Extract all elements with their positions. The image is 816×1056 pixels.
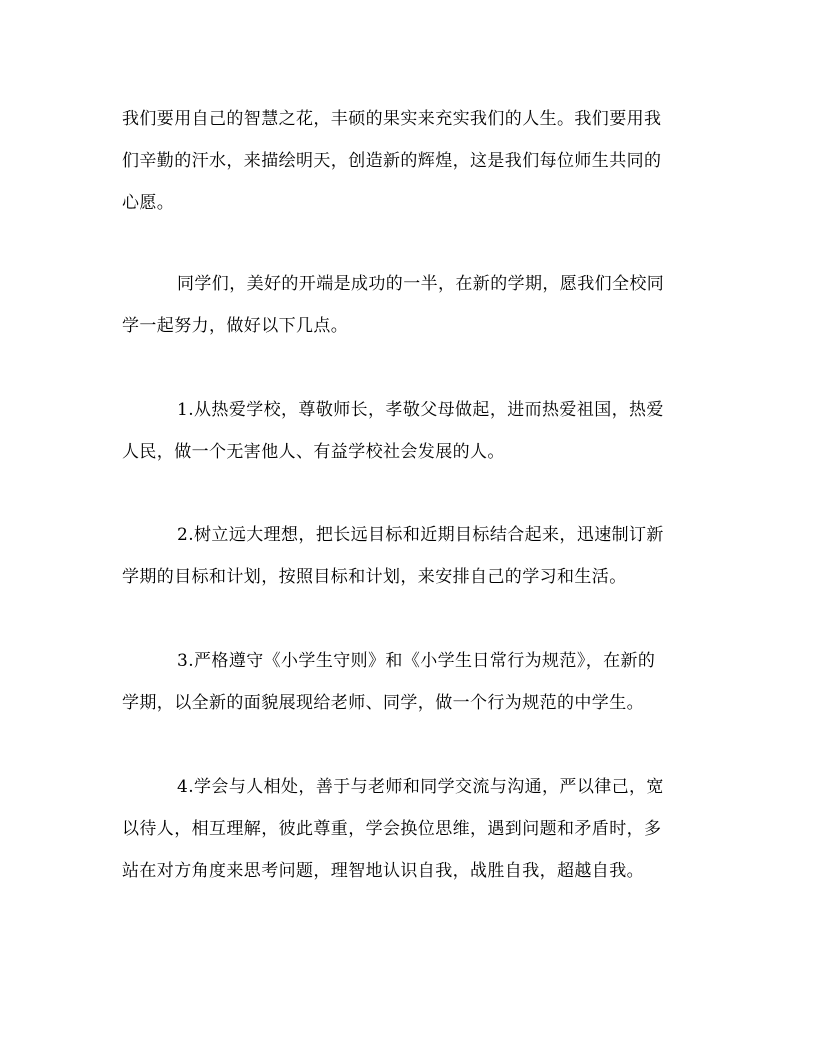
paragraph-line: 2.树立远大理想，把长远目标和近期目标结合起来，迅速制订新 [177,525,664,545]
paragraph-line: 4.学会与人相处，善于与老师和同学交流与沟通，严以律己，宽 [177,777,664,797]
paragraph-vision [122,98,694,224]
paragraph-line: 心愿。 [122,193,175,213]
paragraph-line: 学一起努力，做好以下几点。 [122,316,349,336]
paragraph-line: 我们要用自己的智慧之花，丰硕的果实来充实我们的人生。我们要用我 [122,109,662,129]
list-item-2 [122,514,694,598]
list-item-1 [122,389,694,473]
paragraph-line: 同学们，美好的开端是成功的一半，在新的学期，愿我们全校同 [177,274,665,294]
list-item-3 [122,640,694,724]
paragraph-line: 站在对方角度来思考问题，理智地认识自我，战胜自我，超越自我。 [122,861,644,881]
paragraph-line: 以待人，相互理解，彼此尊重，学会换位思维，遇到问题和矛盾时，多 [122,819,662,839]
paragraph-line: 人民，做一个无害他人、有益学校社会发展的人。 [122,442,505,462]
list-item-4 [122,766,694,892]
paragraph-line: 学期，以全新的面貌展现给老师、同学，做一个行为规范的中学生。 [122,693,644,713]
paragraph-line: 1.从热爱学校，尊敬师长，孝敬父母做起，进而热爱祖国，热爱 [177,400,664,420]
paragraph-line: 学期的目标和计划，按照目标和计划，来安排自己的学习和生活。 [122,567,627,587]
paragraph-intro [122,263,694,347]
paragraph-line: 3.严格遵守《小学生守则》和《小学生日常行为规范》，在新的 [177,651,656,671]
paragraph-line: 们辛勤的汗水，来描绘明天，创造新的辉煌，这是我们每位师生共同的 [122,151,662,171]
